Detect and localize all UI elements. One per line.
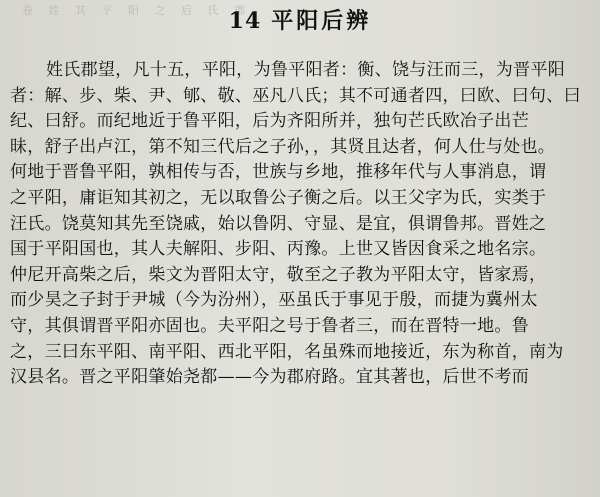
text-line: 守，其俱谓晋平阳亦固也。夫平阳之号于鲁者三，而在晋特一地。鲁 (10, 315, 529, 336)
text-line: 者：解、步、柴、尹、郇、敬、巫凡八氏；其不可通者四，曰欧、曰句、曰 (10, 85, 581, 106)
text-line: 姓氏郡望，凡十五，平阳，为鲁平阳者：衡、饶与汪而三，为晋平阳 (46, 60, 565, 80)
text-line: 国于平阳国也，其人夫解阳、步阳、丙豫。上世又皆因食采之地名宗。 (10, 239, 547, 260)
chapter-title: 平阳后辨 (271, 8, 372, 34)
text-line: 仲尼开高柴之后，柴文为晋阳太守，敬至之子教为平阳太守，皆家焉， (10, 264, 547, 285)
body-text (10, 58, 594, 391)
text-line: 而少昊之子封于尹城（今为汾州），巫虽氏于事见于殷，而捷为冀州太 (10, 290, 538, 311)
chapter-number: 14 (228, 8, 262, 34)
text-line: 纪、曰舒。而纪地近于鲁平阳，后为齐阳所并，独句芒氏欧冶子出芒 (10, 111, 529, 132)
text-line: 汉县名。晋之平阳肇始尧都——今为郡府路。宜其著也，后世不考而 (10, 367, 529, 388)
text-line: 之平阳，庸讵知其初之，无以取鲁公子衡之后。以王父字为氏，实类于 (10, 187, 547, 208)
chapter-heading (0, 4, 600, 35)
text-line: 昧，舒子出卢江，第不知三代后之子孙，，其贤且达者，何人仕与处也。 (10, 136, 556, 157)
text-line: 之，三曰东平阳、南平阳、西北平阳，名虽殊而地接近，东为称首，南为 (10, 341, 564, 362)
text-line: 何地于晋鲁平阳，孰相传与否，世族与乡地，推移年代与人事消息，谓 (10, 162, 547, 183)
bleed-through-text: 卷 姓 其 平 阳 之 后 氏 郡 (22, 4, 251, 17)
text-line: 汪氏。饶莫知其先至饶戚，始以鲁阴、守显、是宜，俱谓鲁邦。晋姓之 (10, 213, 547, 234)
